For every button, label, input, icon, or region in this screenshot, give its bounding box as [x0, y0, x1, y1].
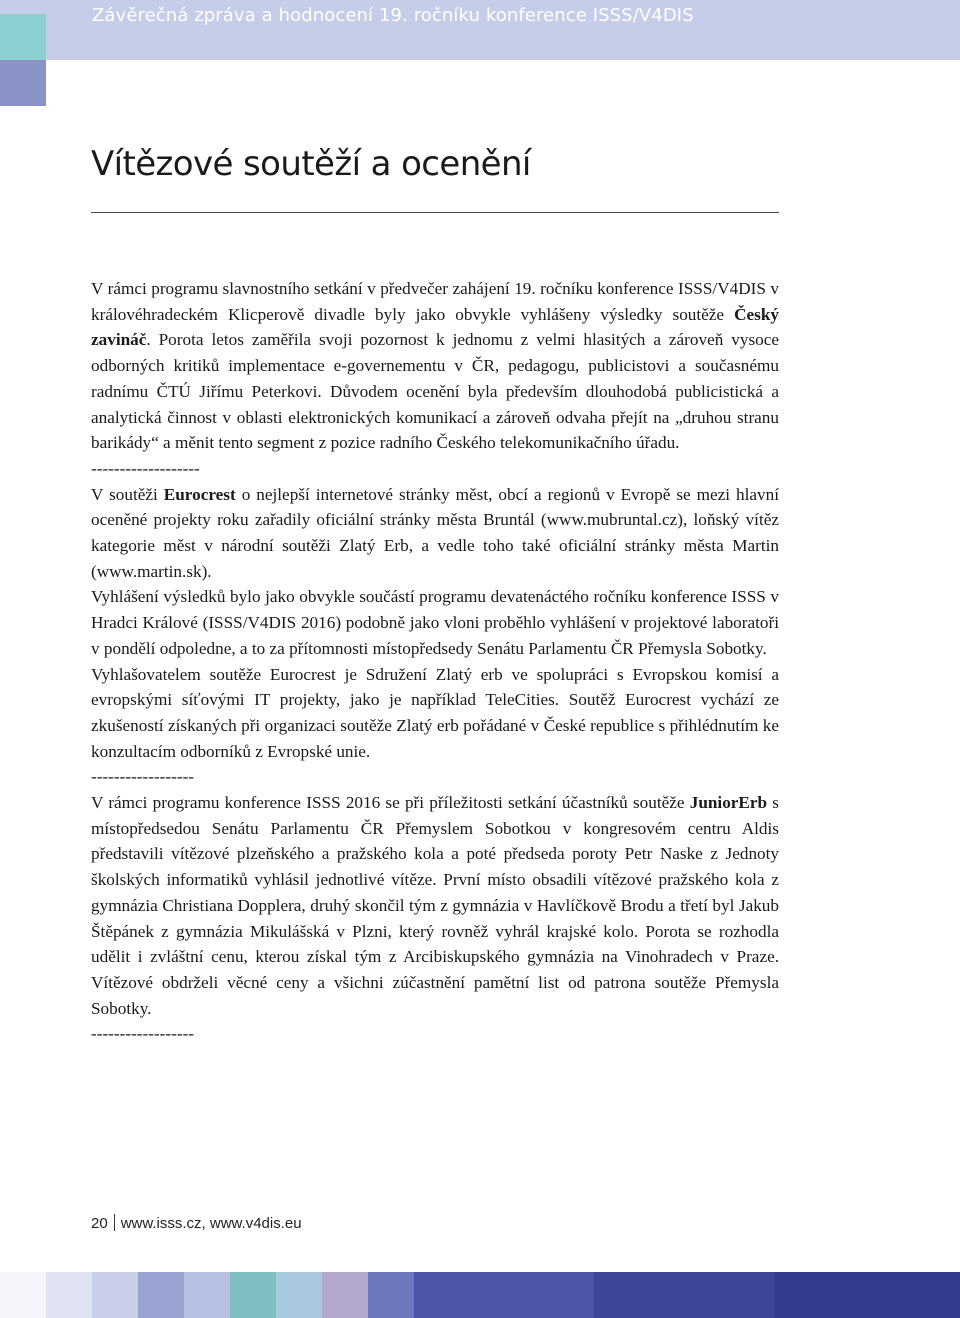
- bottom-color-strip: [0, 1272, 960, 1318]
- title-divider: [91, 212, 779, 213]
- footer-links: www.isss.cz, www.v4dis.eu: [120, 1215, 302, 1232]
- strip-segment: [594, 1272, 774, 1318]
- text-run: s místopředsedou Senátu Parlamentu ČR Přemyslem Sobotkou v kongresovém centru Aldis představili vítězové plzeňského a pražského kola a poté předseda poroty Petr Naske z Jednoty školských informatiků vyhlásil jednotlivé vítěze. První místo obsadili vítězové pražského kola z gymnázia Christiana Dopplera, druhý skončil tým z gymnázia v Havlíčkově Brodu a třetí byl Jakub Štěpánek z gymnázia Mikulášská v Plzni, který rovněž vyhrál krajské kolo. Porota se rozhodla udělit i zvláštní cenu, kterou získal tým z Arcibiskupského gymnázia na Vinohradech v Praze. Vítězové obdrželi věcné ceny a všichni zúčastnění pamětní list od patrona soutěže Přemysla Sobotky.: [91, 793, 779, 1018]
- strip-segment: [92, 1272, 138, 1318]
- paragraph-eurocrest-organizer: Vyhlašovatelem soutěže Eurocrest je Sdružení Zlatý erb ve spolupráci s Evropskou komisí a evropskými síťovými IT projekty, jako je například TeleCities. Soutěž Eurocrest vychází ze zkušeností získaných při organizaci soutěže Zlatý erb pořádané v České republice s přihlédnutím ke konzultacím odborníků z Evropské unie.: [91, 664, 779, 761]
- footer-divider: [114, 1214, 115, 1231]
- article-body: [91, 276, 779, 1047]
- header-title: Závěrečná zpráva a hodnocení 19. ročníku konference ISSS/V4DIS: [92, 5, 694, 26]
- strip-segment: [138, 1272, 184, 1318]
- paragraph-cesky-zavinac: [91, 276, 779, 456]
- page-title: Vítězové soutěží a ocenění: [91, 144, 531, 184]
- text-run: o nejlepší internetové stránky měst, obcí a regionů v Evropě se mezi hlavní oceněné projekty roku zařadily oficiální stránky města Bruntál (www.mubruntal.cz), loňský vítěz kategorie měst v národní soutěži Zlatý Erb, a vedle toho také oficiální stránky města Martin (www.martin.sk).: [91, 484, 779, 581]
- page-footer: [91, 1214, 302, 1232]
- strip-segment: [774, 1272, 960, 1318]
- paragraph-juniorerb: [91, 790, 779, 1021]
- section-separator: ------------------: [91, 767, 195, 787]
- text-run: . Porota letos zaměřila svoji pozornost k jednomu z velmi hlasitých a zároveň vysoce odborných kritiků implementace e-governementu v ČR, pedagogu, publicistovi a současnému radnímu ČTÚ Jiřímu Peterkovi. Důvodem ocenění byla především dlouhodobá publicistická a analytická činnost v oblasti elektronických komunikací a zároveň odvaha přejít na „druhou stranu barikády“ a měnit tento segment z pozice radního Českého telekomunikačního úřadu.: [91, 330, 779, 453]
- header-band: [0, 0, 960, 60]
- text-run: V rámci programu konference ISSS 2016 se při příležitosti setkání účastníků soutěže: [91, 793, 690, 813]
- strip-segment: [322, 1272, 368, 1318]
- paragraph-eurocrest-announcement: Vyhlášení výsledků bylo jako obvykle součástí programu devatenáctého ročníku konference ISSS v Hradci Králové (ISSS/V4DIS 2016) podobně jako vloni proběhlo vyhlášení v projektové laboratoři v pondělí odpoledne, a to za přítomnosti místopředsedy Senátu Parlamentu ČR Přemysla Sobotky.: [91, 587, 779, 658]
- strip-segment: [0, 1272, 46, 1318]
- header-accent-square: [0, 14, 46, 60]
- text-run: V rámci programu slavnostního setkání v předvečer zahájení 19. ročníku konference ISSS/V4DIS v královéhradeckém Klicperově divadle byly jako obvykle vyhlášeny výsledky soutěže: [91, 279, 779, 324]
- award-name: Eurocrest: [163, 484, 236, 504]
- strip-segment: [230, 1272, 276, 1318]
- side-accent-square: [0, 60, 46, 106]
- strip-segment: [184, 1272, 230, 1318]
- text-run: V soutěži: [91, 484, 164, 504]
- strip-segment: [368, 1272, 414, 1318]
- strip-segment: [46, 1272, 92, 1318]
- strip-segment: [276, 1272, 322, 1318]
- award-name: JuniorErb: [689, 793, 768, 813]
- strip-segment: [414, 1272, 594, 1318]
- section-separator: -------------------: [91, 458, 200, 478]
- award-name: Český zavináč: [91, 304, 779, 350]
- paragraph-eurocrest: [91, 482, 779, 585]
- section-separator: ------------------: [91, 1024, 195, 1044]
- page-number: 20: [91, 1215, 108, 1232]
